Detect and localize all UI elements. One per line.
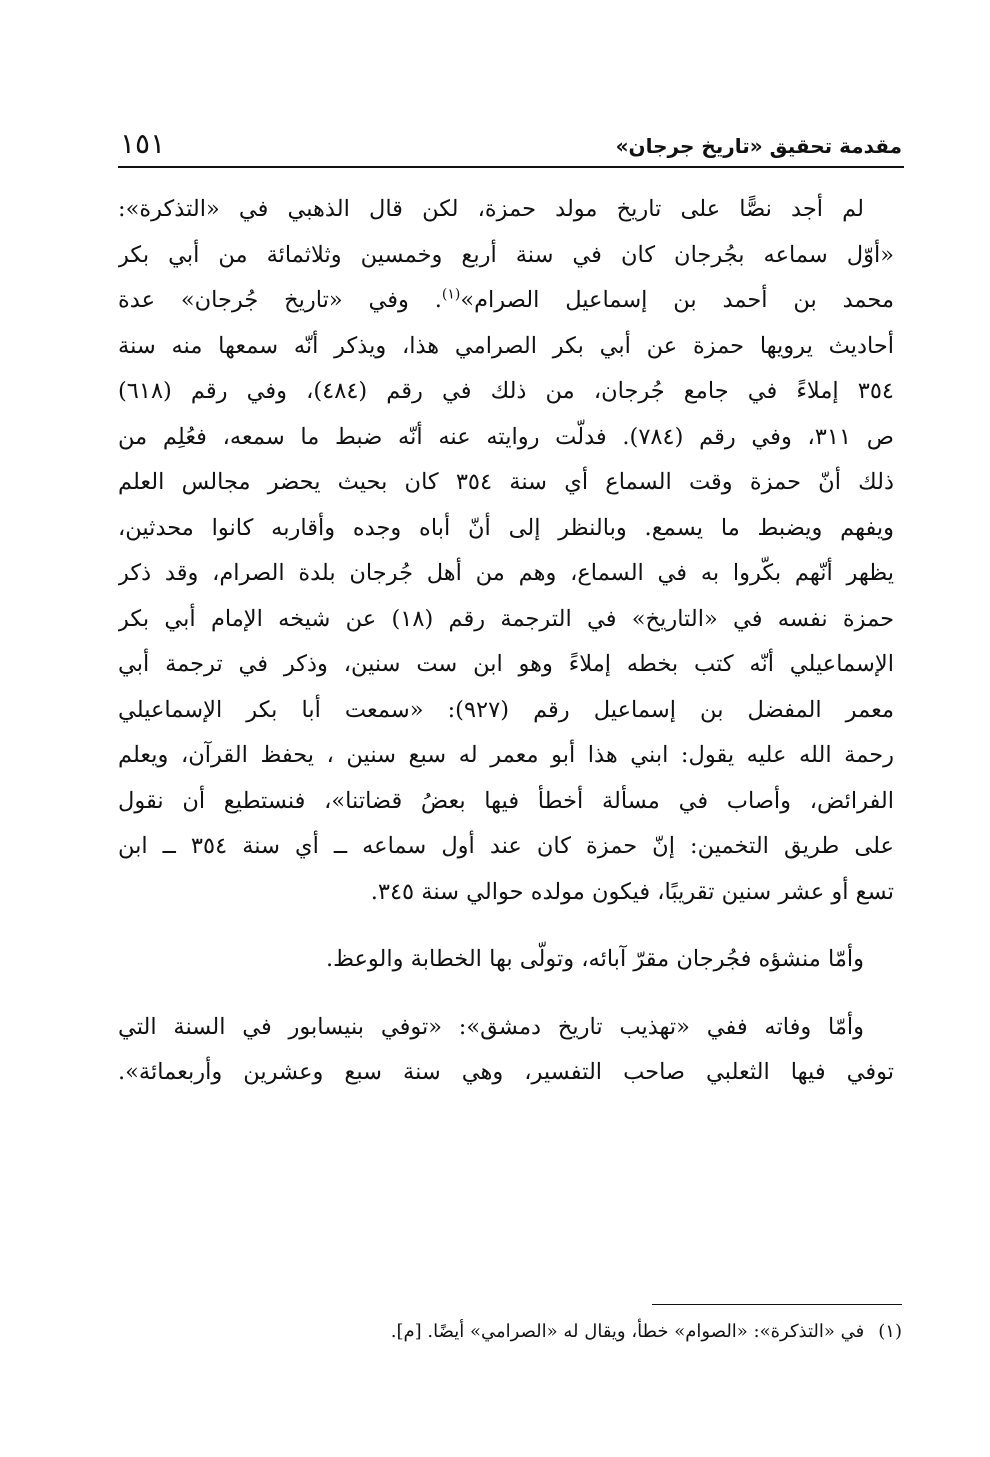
footnote-marker: (١): [441, 286, 461, 303]
text-line: «أوّل سماعه بجُرجان كان في سنة أربع وخمسين وثلاثمائة من أبي بكر: [118, 241, 894, 268]
text-line: توفي فيها الثعلبي صاحب التفسير، وهي سنة سبع وعشرين وأربعمائة».: [118, 1059, 894, 1085]
paragraph-death: [118, 1005, 894, 1096]
header-rule: [118, 166, 904, 168]
text-line: الفرائض، وأصاب في مسألة أخطأ فيها بعضُ قضاتنا»، فنستطيع أن نقول: [118, 787, 894, 814]
text-line: الإسماعيلي أنّه كتب بخطه إملاءً وهو ابن ست سنين، وذكر في ترجمة أبي: [118, 651, 894, 677]
footnote-text: في «التذكرة»: «الصوام» خطأ، ويقال له «الصرامي» أيضًا. [م].: [390, 1321, 865, 1342]
footnote-rule: [652, 1304, 902, 1305]
paragraph-upbringing: [118, 937, 894, 983]
text-line: ذلك أنّ حمزة وقت السماع أي سنة ٣٥٤ كان بحيث يحضر مجالس العلم: [118, 469, 894, 495]
text-segment: . وفي «تاريخ جُرجان» عدة: [118, 287, 442, 313]
running-header: [120, 118, 902, 162]
footnote: [300, 1318, 902, 1346]
text-line-with-footnote: [118, 278, 894, 324]
text-line: معمر المفضل بن إسماعيل رقم (٩٢٧): «سمعت أبا بكر الإسماعيلي: [118, 696, 894, 723]
text-segment: محمد بن أحمد بن إسماعيل الصرام»: [460, 287, 894, 313]
text-line: حمزة نفسه في «التاريخ» في الترجمة رقم (١٨) عن شيخه الإمام أبي بكر: [118, 605, 894, 632]
text-line: وأمّا منشؤه فجُرجان مقرّ آبائه، وتولّى بها الخطابة والوعظ.: [325, 946, 864, 972]
text-line: على طريق التخمين: إنّ حمزة كان عند أول سماعه ــ أي سنة ٣٥٤ ــ ابن: [118, 833, 894, 859]
text-line: لم أجد نصًّا على تاريخ مولد حمزة، لكن قال الذهبي في «التذكرة»:: [118, 196, 864, 222]
text-line: رحمة الله عليه يقول: ابني هذا أبو معمر له سبع سنين ، يحفظ القرآن، ويعلم: [118, 742, 894, 768]
text-line: أحاديث يرويها حمزة عن أبي بكر الصرامي هذا، ويذكر أنّه سمعها منه سنة: [118, 332, 894, 359]
paragraph-birth: [118, 187, 894, 915]
text-line: وأمّا وفاته ففي «تهذيب تاريخ دمشق»: «توفي بنيسابور في السنة التي: [118, 1013, 864, 1040]
page-number: ١٥١: [120, 127, 166, 160]
text-line: يظهر أنّهم بكّروا به في السماع، وهم من أهل جُرجان بلدة الصرام، وقد ذكر: [118, 560, 894, 586]
text-line: ويفهم ويضبط ما يسمع. وبالنظر إلى أنّ أباه وجده وأقاربه كانوا محدثين،: [118, 514, 894, 541]
text-line: ص ٣١١، وفي رقم (٧٨٤). فدلّت روايته عنه أنّه ضبط ما سمعه، فعُلِم من: [118, 423, 894, 450]
main-text: [118, 187, 894, 1096]
text-line: تسع أو عشر سنين تقريبًا، فيكون مولده حوالي سنة ٣٤٥.: [370, 878, 894, 905]
running-title: مقدمة تحقيق «تاريخ جرجان»: [615, 134, 902, 158]
footnote-number: (١): [878, 1321, 902, 1342]
text-line: ٣٥٤ إملاءً في جامع جُرجان، من ذلك في رقم (٤٨٤)، وفي رقم (٦١٨): [118, 378, 894, 404]
